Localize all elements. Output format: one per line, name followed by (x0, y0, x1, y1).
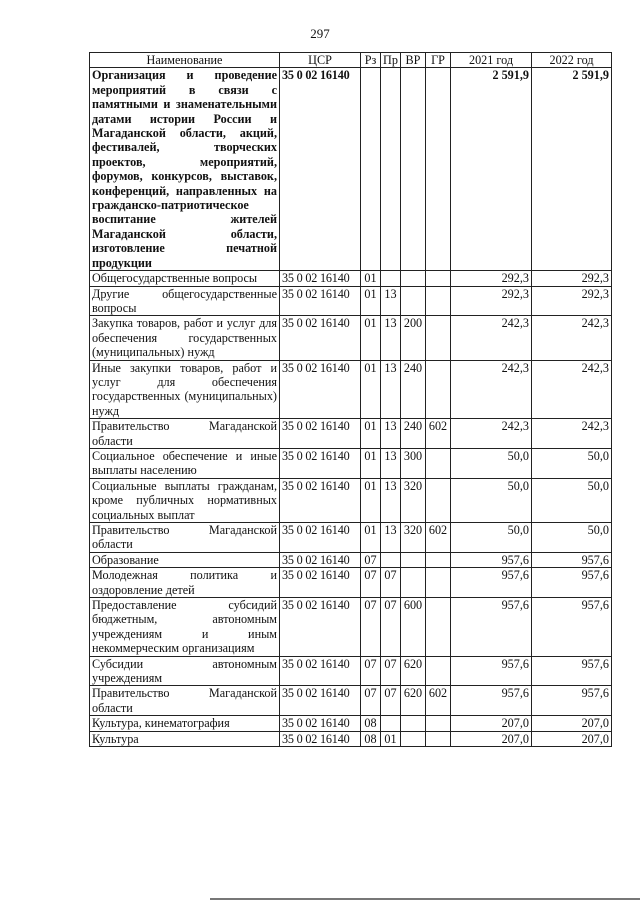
cell-rz: 07 (361, 656, 381, 686)
budget-table (89, 52, 612, 747)
cell-vr (401, 286, 426, 316)
table-row (90, 286, 612, 316)
table-header-row (90, 53, 612, 68)
cell-name: Правительство Магаданской области (90, 686, 280, 716)
header-rz: Рз (361, 53, 381, 68)
cell-rz: 01 (361, 316, 381, 360)
header-csr: ЦСР (280, 53, 361, 68)
cell-2022: 242,3 (532, 419, 612, 449)
cell-2022: 242,3 (532, 360, 612, 419)
cell-rz: 08 (361, 716, 381, 731)
cell-2021: 50,0 (451, 523, 532, 553)
cell-2021: 292,3 (451, 286, 532, 316)
scan-edge-line (210, 898, 640, 900)
table-row (90, 686, 612, 716)
cell-2022: 292,3 (532, 286, 612, 316)
cell-vr (401, 731, 426, 746)
cell-gr (426, 731, 451, 746)
cell-gr (426, 271, 451, 286)
header-pr: Пр (381, 53, 401, 68)
cell-pr: 13 (381, 286, 401, 316)
cell-pr (381, 68, 401, 271)
cell-csr: 35 0 02 16140 (280, 656, 361, 686)
cell-name: Правительство Магаданской области (90, 523, 280, 553)
cell-2021: 957,6 (451, 552, 532, 567)
cell-name: Другие общегосударственные вопросы (90, 286, 280, 316)
cell-vr: 300 (401, 448, 426, 478)
cell-2022: 957,6 (532, 568, 612, 598)
cell-pr: 13 (381, 523, 401, 553)
cell-2021: 50,0 (451, 448, 532, 478)
cell-2021: 207,0 (451, 716, 532, 731)
cell-2022: 292,3 (532, 271, 612, 286)
cell-rz: 01 (361, 448, 381, 478)
cell-rz: 01 (361, 419, 381, 449)
cell-name: Предоставление субсидий бюджетным, автономным учреждениям и иным некоммерческим организациям (90, 598, 280, 657)
cell-vr (401, 68, 426, 271)
header-gr: ГР (426, 53, 451, 68)
cell-vr: 240 (401, 360, 426, 419)
cell-pr: 13 (381, 478, 401, 522)
cell-2022: 50,0 (532, 478, 612, 522)
table-row (90, 360, 612, 419)
cell-2021: 957,6 (451, 656, 532, 686)
cell-name: Образование (90, 552, 280, 567)
cell-gr (426, 716, 451, 731)
table-row (90, 656, 612, 686)
cell-pr (381, 271, 401, 286)
table-row (90, 419, 612, 449)
cell-vr (401, 552, 426, 567)
cell-2022: 957,6 (532, 598, 612, 657)
cell-gr (426, 568, 451, 598)
cell-pr: 07 (381, 568, 401, 598)
cell-2022: 2 591,9 (532, 68, 612, 271)
cell-csr: 35 0 02 16140 (280, 286, 361, 316)
cell-gr (426, 68, 451, 271)
cell-rz: 01 (361, 271, 381, 286)
cell-2021: 242,3 (451, 419, 532, 449)
cell-rz: 08 (361, 731, 381, 746)
cell-csr: 35 0 02 16140 (280, 478, 361, 522)
cell-gr (426, 448, 451, 478)
cell-csr: 35 0 02 16140 (280, 686, 361, 716)
cell-vr: 620 (401, 656, 426, 686)
cell-name: Молодежная политика и оздоровление детей (90, 568, 280, 598)
table-row (90, 568, 612, 598)
cell-pr: 01 (381, 731, 401, 746)
cell-2022: 50,0 (532, 448, 612, 478)
header-name: Наименование (90, 53, 280, 68)
table-row (90, 731, 612, 746)
cell-rz: 07 (361, 686, 381, 716)
cell-rz (361, 68, 381, 271)
cell-vr: 620 (401, 686, 426, 716)
cell-pr: 13 (381, 316, 401, 360)
cell-csr: 35 0 02 16140 (280, 448, 361, 478)
cell-2022: 50,0 (532, 523, 612, 553)
cell-gr (426, 598, 451, 657)
cell-pr: 13 (381, 419, 401, 449)
table-row (90, 68, 612, 271)
cell-gr (426, 286, 451, 316)
header-2021: 2021 год (451, 53, 532, 68)
cell-csr: 35 0 02 16140 (280, 271, 361, 286)
cell-2022: 957,6 (532, 656, 612, 686)
cell-csr: 35 0 02 16140 (280, 552, 361, 567)
cell-csr: 35 0 02 16140 (280, 523, 361, 553)
cell-2021: 957,6 (451, 598, 532, 657)
cell-pr (381, 716, 401, 731)
cell-gr (426, 656, 451, 686)
cell-vr (401, 271, 426, 286)
cell-pr (381, 552, 401, 567)
table-row (90, 523, 612, 553)
cell-2022: 957,6 (532, 686, 612, 716)
cell-2021: 292,3 (451, 271, 532, 286)
cell-pr: 07 (381, 598, 401, 657)
cell-rz: 01 (361, 478, 381, 522)
table-row (90, 552, 612, 567)
cell-2022: 207,0 (532, 731, 612, 746)
cell-csr: 35 0 02 16140 (280, 68, 361, 271)
cell-vr: 600 (401, 598, 426, 657)
table-body (90, 68, 612, 747)
cell-csr: 35 0 02 16140 (280, 316, 361, 360)
cell-gr: 602 (426, 419, 451, 449)
header-vr: ВР (401, 53, 426, 68)
cell-name: Культура (90, 731, 280, 746)
cell-vr: 320 (401, 478, 426, 522)
cell-gr (426, 360, 451, 419)
cell-rz: 07 (361, 568, 381, 598)
cell-pr: 07 (381, 656, 401, 686)
cell-csr: 35 0 02 16140 (280, 716, 361, 731)
page-number: 297 (310, 26, 330, 41)
header-2022: 2022 год (532, 53, 612, 68)
cell-name: Социальное обеспечение и иные выплаты населению (90, 448, 280, 478)
cell-2021: 957,6 (451, 568, 532, 598)
cell-gr (426, 478, 451, 522)
cell-csr: 35 0 02 16140 (280, 731, 361, 746)
cell-pr: 13 (381, 448, 401, 478)
cell-2021: 2 591,9 (451, 68, 532, 271)
cell-rz: 01 (361, 360, 381, 419)
cell-name: Общегосударственные вопросы (90, 271, 280, 286)
cell-name: Иные закупки товаров, работ и услуг для обеспечения государственных (муниципальных) нужд (90, 360, 280, 419)
cell-name: Организация и проведение мероприятий в связи с памятными и знаменательными датами истории России и Магаданской области, акций, фестивалей, творческих проектов, мероприятий, форумов, конкурсов, выставок, конференций, направленных на гражданско-патриотическое воспитание жителей Магаданской области, изготовление печатной продукции (90, 68, 280, 271)
table-row (90, 716, 612, 731)
cell-2022: 242,3 (532, 316, 612, 360)
cell-gr: 602 (426, 686, 451, 716)
cell-rz: 01 (361, 286, 381, 316)
table-row (90, 448, 612, 478)
cell-name: Культура, кинематография (90, 716, 280, 731)
cell-pr: 13 (381, 360, 401, 419)
cell-rz: 07 (361, 552, 381, 567)
table-row (90, 598, 612, 657)
cell-rz: 01 (361, 523, 381, 553)
cell-name: Закупка товаров, работ и услуг для обеспечения государственных (муниципальных) нужд (90, 316, 280, 360)
table-row (90, 478, 612, 522)
table-row (90, 271, 612, 286)
cell-2022: 207,0 (532, 716, 612, 731)
cell-name: Субсидии автономным учреждениям (90, 656, 280, 686)
cell-2022: 957,6 (532, 552, 612, 567)
cell-rz: 07 (361, 598, 381, 657)
cell-2021: 207,0 (451, 731, 532, 746)
cell-csr: 35 0 02 16140 (280, 598, 361, 657)
cell-vr: 200 (401, 316, 426, 360)
cell-2021: 957,6 (451, 686, 532, 716)
cell-2021: 50,0 (451, 478, 532, 522)
cell-2021: 242,3 (451, 316, 532, 360)
cell-name: Социальные выплаты гражданам, кроме публичных нормативных социальных выплат (90, 478, 280, 522)
cell-name: Правительство Магаданской области (90, 419, 280, 449)
cell-vr (401, 568, 426, 598)
cell-vr: 320 (401, 523, 426, 553)
cell-gr (426, 552, 451, 567)
cell-pr: 07 (381, 686, 401, 716)
cell-vr: 240 (401, 419, 426, 449)
cell-gr (426, 316, 451, 360)
cell-csr: 35 0 02 16140 (280, 360, 361, 419)
cell-csr: 35 0 02 16140 (280, 419, 361, 449)
table-row (90, 316, 612, 360)
cell-gr: 602 (426, 523, 451, 553)
cell-vr (401, 716, 426, 731)
cell-2021: 242,3 (451, 360, 532, 419)
cell-csr: 35 0 02 16140 (280, 568, 361, 598)
